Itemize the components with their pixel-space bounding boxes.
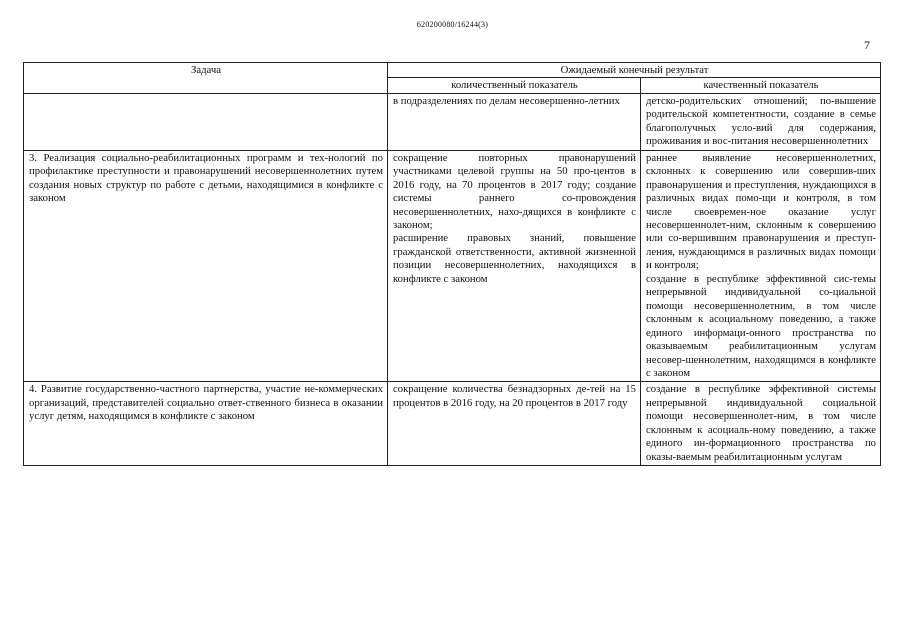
qualitative-cell: [641, 93, 881, 150]
header-row-top: [24, 63, 881, 78]
task-cell: [24, 93, 388, 150]
header-task: Задача: [24, 63, 388, 94]
quantitative-cell: [388, 93, 641, 150]
quantitative-text: расширение правовых знаний, повышение гражданской ответственности, активной жизненной позиции несовершеннолетних, находящихся в конфликте с законом: [393, 232, 636, 285]
table-row: [24, 382, 881, 466]
qualitative-text: детско-родительских отношений; по-вышение родительской компетентности, создание в семье благополучных усло-вий для содержания, проживания и вос-питания несовершеннолетних: [646, 94, 877, 148]
qualitative-text: создание в республике эффективной сис-темы непрерывной индивидуальной со-циальной помощи несовершеннолетним, в том числе склонным к асоциальному поведению, а также единого информаци-онного пространства по оказываемым реабилитационным услугам несовер-шеннолетним, находящимся в конфликте с законом: [646, 272, 877, 379]
quantitative-cell: [388, 150, 641, 382]
header-qualitative: качественный показатель: [641, 78, 881, 93]
table-row: [24, 93, 881, 150]
qualitative-cell: [641, 382, 881, 466]
document-code: 620200080/16244(3): [416, 20, 489, 29]
results-table: [23, 62, 881, 466]
page-number: 7: [864, 38, 870, 52]
quantitative-text: сокращение количества безнадзорных де-тей на 15 процентов в 2016 году, на 20 процентов в 2017 году: [393, 383, 636, 409]
qualitative-text: раннее выявление несовершеннолетних, склонных к совершению или совершив-ших правонарушения и преступления, нуждающихся в различных видах помо-щи и контроля, в том числе своевремен-ное оказание услуг несовершеннолет-ним, склонным к совершению или со-вершившим правонарушения и преступ-ления, нуждающимся в различных видах помощи и контроля;: [646, 151, 877, 272]
quantitative-text: сокращение повторных правонарушений участниками целевой группы на 50 про-центов в 2016 году, на 70 процентов в 2017 году; создание системы раннего со-провождения несовершеннолетних, нахо-дящихся в конфликте с законом;: [393, 151, 636, 231]
table-row: [24, 150, 881, 382]
qualitative-cell: [641, 150, 881, 382]
task-cell: 3. Реализация социально-реабилитационных программ и тех-нологий по профилактике преступности и правонарушений несовершеннолетних путем создания новых структур по работе с детьми, находящимися в конфликте с законом: [24, 150, 388, 382]
header-quantitative: количественный показатель: [388, 78, 641, 93]
quantitative-text: в подразделениях по делам несовершенно-летних: [393, 94, 620, 107]
task-cell: 4. Развитие государственно-частного партнерства, участие не-коммерческих организаций, представителей социально ответ-ственного бизнеса в оказании услуг детям, находящимся в конфликте с законом: [24, 382, 388, 466]
header-expected-result: Ожидаемый конечный результат: [388, 63, 881, 78]
quantitative-cell: [388, 382, 641, 466]
qualitative-text: создание в республике эффективной системы непрерывной индивидуальной социальной помощи несовершеннолет-ним, в том числе склонным к асоциаль-ному поведению, а также единого ин-формационного пространства по оказы-ваемым реабилитационным услугам: [646, 383, 877, 463]
